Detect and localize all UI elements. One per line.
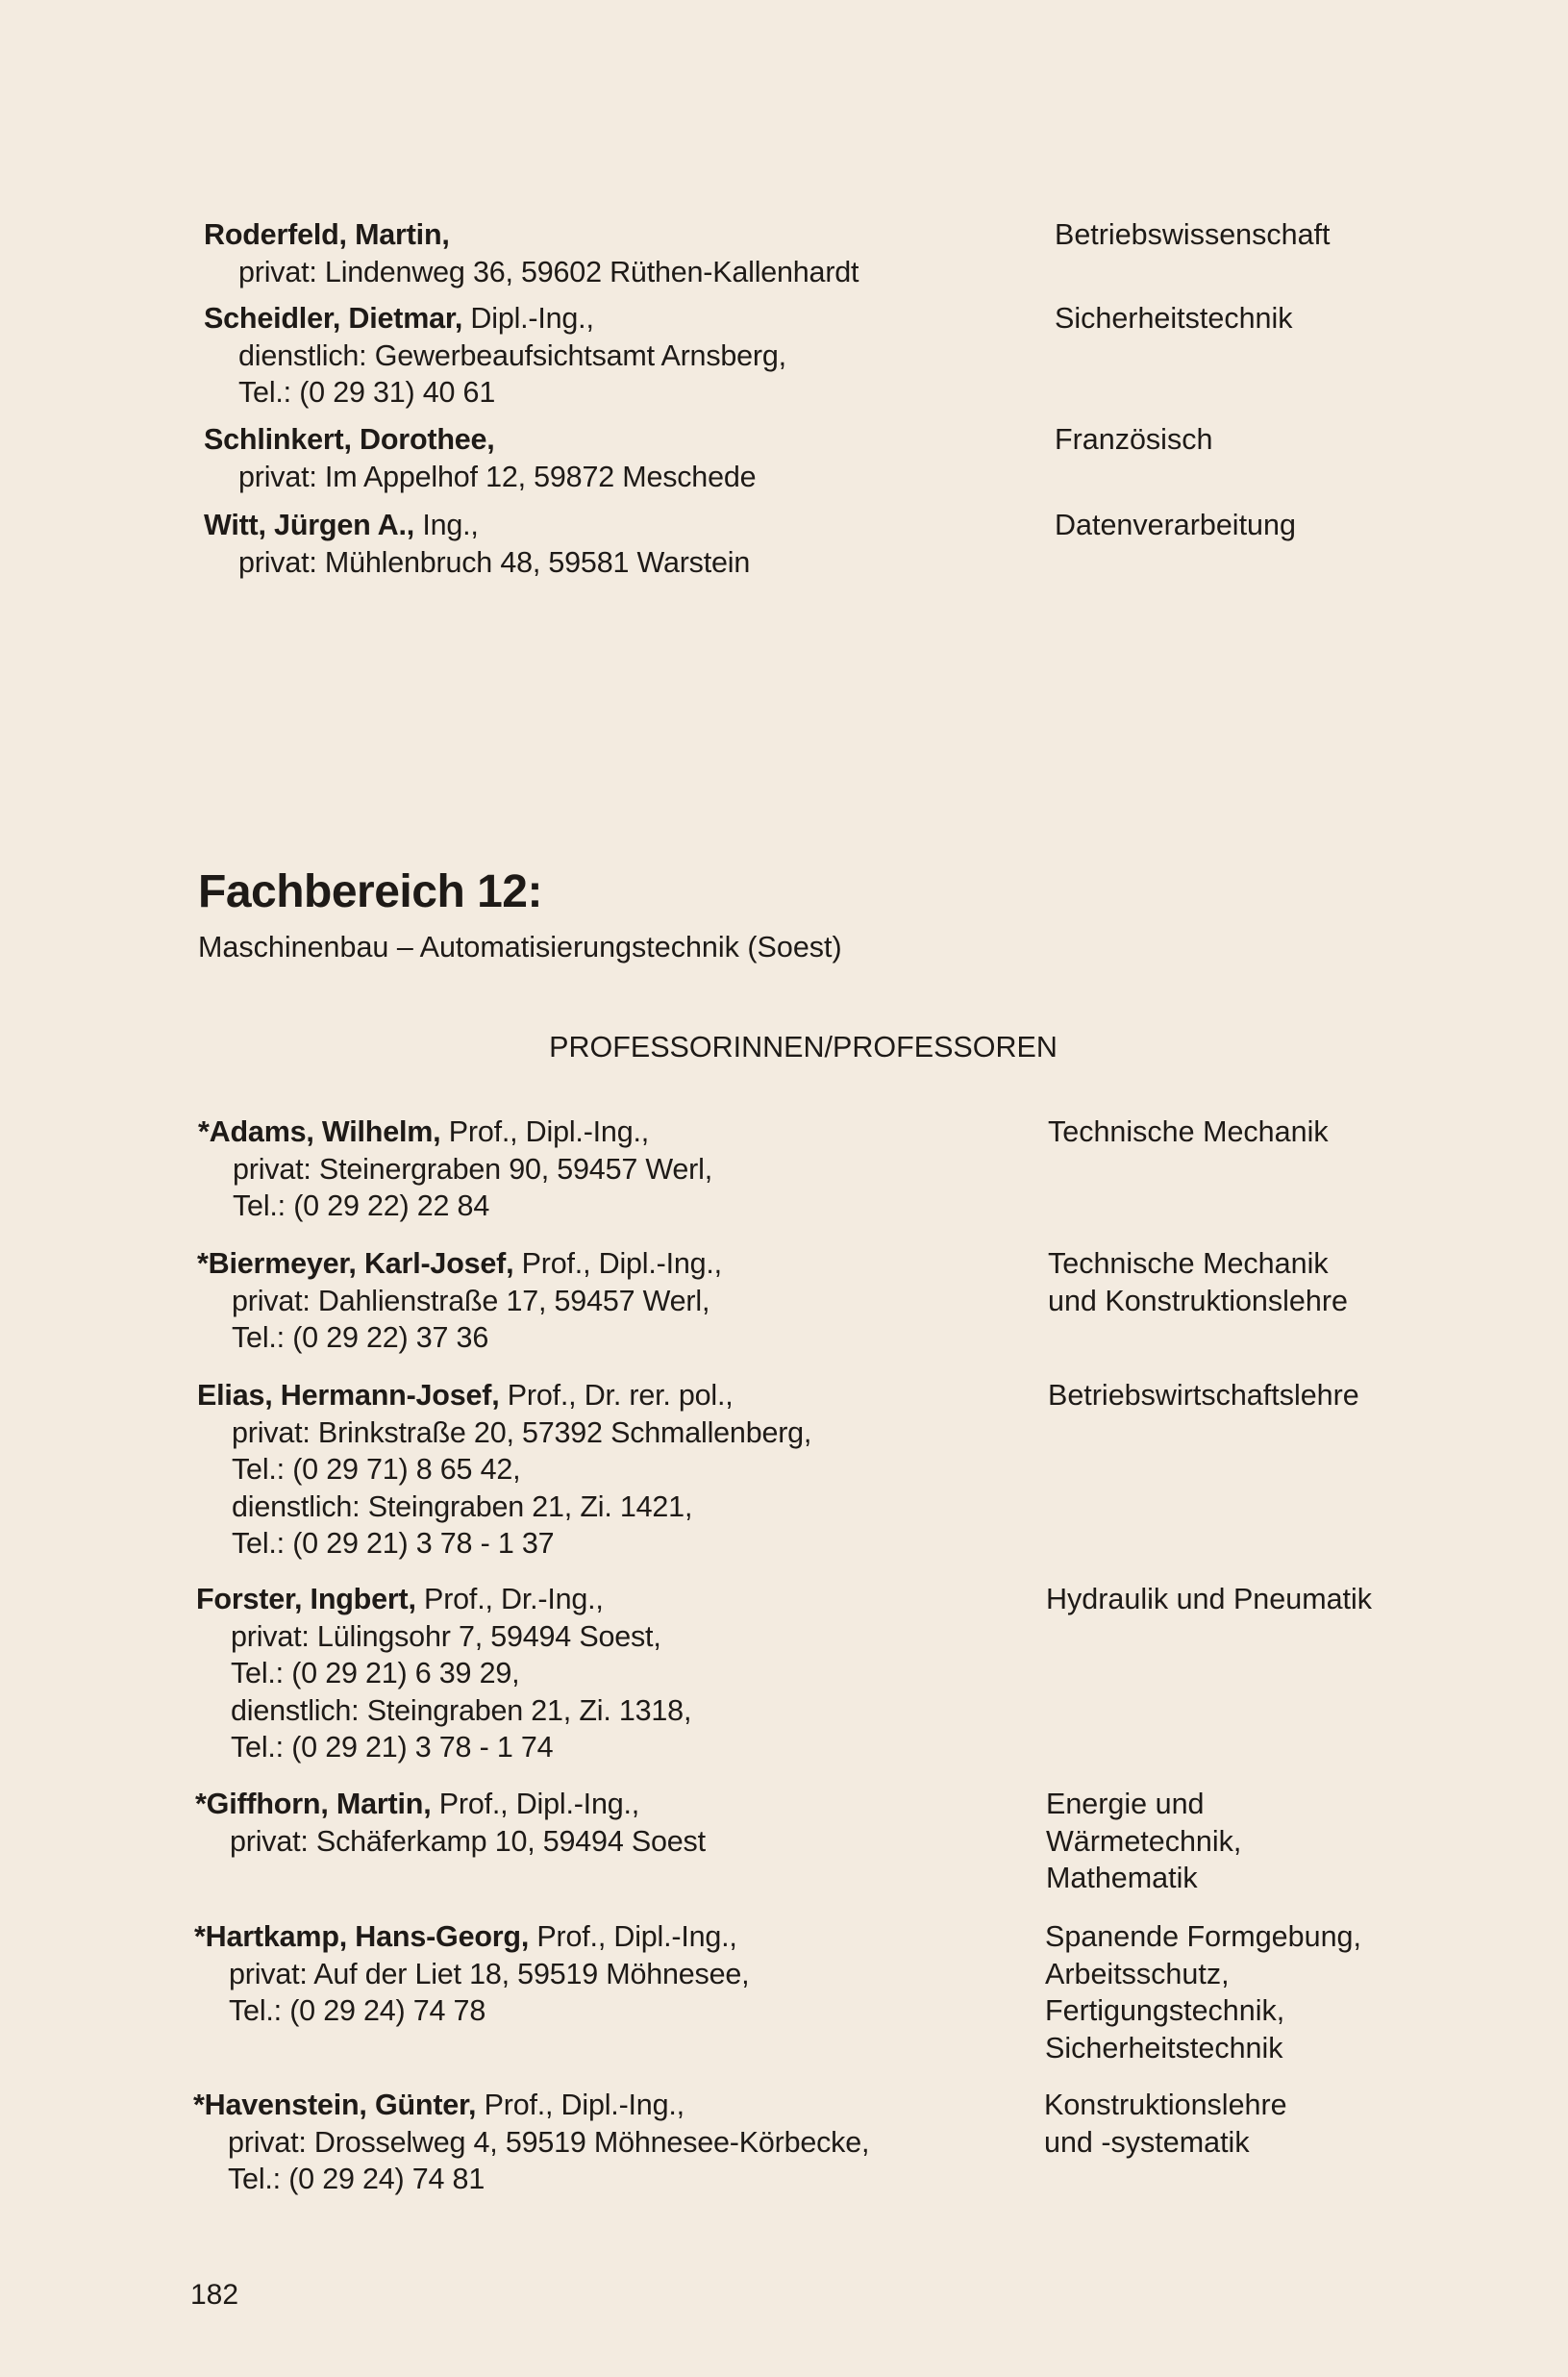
entry-subject: Wärmetechnik, bbox=[1046, 1824, 1242, 1858]
entry-name: Forster, Ingbert, bbox=[196, 1583, 416, 1615]
entry-name: Witt, Jürgen A., bbox=[204, 509, 415, 541]
entry-name: Scheidler, Dietmar, bbox=[204, 302, 463, 335]
entry-title: Dipl.-Ing., bbox=[462, 302, 594, 335]
entry-name: Schlinkert, Dorothee, bbox=[204, 423, 495, 456]
entry-detail: privat: Dahlienstraße 17, 59457 Werl, bbox=[232, 1284, 710, 1317]
entry-detail: privat: Brinkstraße 20, 57392 Schmallenberg, bbox=[232, 1415, 812, 1449]
entry-name: *Biermeyer, Karl-Josef, bbox=[197, 1247, 514, 1280]
entry-title: Prof., Dipl.-Ing., bbox=[440, 1115, 650, 1148]
entry-name: *Havenstein, Günter, bbox=[193, 2089, 477, 2121]
entry-name-line bbox=[197, 1245, 1062, 1283]
entry-detail: privat: Lindenweg 36, 59602 Rüthen-Kallenhardt bbox=[238, 255, 859, 288]
entry-name-line bbox=[197, 1377, 1062, 1414]
entry-name: *Adams, Wilhelm, bbox=[198, 1115, 441, 1148]
entry-subject: Mathematik bbox=[1046, 1862, 1198, 1894]
entry-subject: Betriebswirtschaftslehre bbox=[1048, 1379, 1359, 1412]
entry-title: Prof., Dipl.-Ing., bbox=[476, 2089, 684, 2121]
entry-name: Elias, Hermann-Josef, bbox=[197, 1379, 500, 1412]
page-number: 182 bbox=[190, 2279, 239, 2311]
entry-subject: und Konstruktionslehre bbox=[1048, 1284, 1348, 1317]
entry-name-line bbox=[198, 1113, 1063, 1151]
entry-title: Prof., Dipl.-Ing., bbox=[431, 1788, 640, 1820]
entry-detail: privat: Auf der Liet 18, 59519 Möhnesee, bbox=[229, 1957, 750, 1990]
entry-detail: privat: Lülingsohr 7, 59494 Soest, bbox=[231, 1619, 661, 1653]
entry-detail: Tel.: (0 29 22) 37 36 bbox=[232, 1321, 489, 1354]
entry-name-line bbox=[204, 300, 1069, 338]
entry-subject: Sicherheitstechnik bbox=[1045, 2031, 1283, 2064]
entry-detail: Tel.: (0 29 24) 74 78 bbox=[229, 1994, 486, 2027]
entry-subject: Technische Mechanik bbox=[1048, 1247, 1329, 1280]
entry-name-line bbox=[195, 1786, 1060, 1823]
entry-detail: Tel.: (0 29 24) 74 81 bbox=[228, 2163, 485, 2195]
entry-subject: Sicherheitstechnik bbox=[1055, 302, 1293, 335]
department-subheading: Maschinenbau – Automatisierungstechnik (Soest) bbox=[198, 931, 842, 963]
entry-subject: Hydraulik und Pneumatik bbox=[1046, 1583, 1373, 1615]
entry-subject: Arbeitsschutz, bbox=[1045, 1957, 1230, 1990]
entry-subject: und -systematik bbox=[1044, 2125, 1250, 2159]
entry-title: Prof., Dr.-Ing., bbox=[415, 1583, 604, 1615]
entry-detail: Tel.: (0 29 22) 22 84 bbox=[233, 1189, 490, 1222]
entry-detail: dienstlich: Gewerbeaufsichtsamt Arnsberg, bbox=[238, 338, 786, 372]
entry-subject: Energie und bbox=[1046, 1788, 1205, 1820]
entry-name: *Giffhorn, Martin, bbox=[195, 1788, 432, 1820]
department-heading: Fachbereich 12: bbox=[198, 866, 542, 917]
entry-subject: Fertigungstechnik, bbox=[1045, 1994, 1285, 2027]
entry-title: Ing., bbox=[414, 509, 479, 541]
entry-detail: Tel.: (0 29 21) 3 78 - 1 74 bbox=[231, 1731, 554, 1764]
entry-detail: privat: Schäferkamp 10, 59494 Soest bbox=[230, 1824, 706, 1858]
entry-name-line bbox=[204, 507, 1069, 544]
entry-detail: Tel.: (0 29 21) 3 78 - 1 37 bbox=[232, 1527, 555, 1560]
entry-subject: Betriebswissenschaft bbox=[1055, 218, 1331, 251]
entry-name-line bbox=[196, 1581, 1061, 1618]
entry-detail: Tel.: (0 29 71) 8 65 42, bbox=[232, 1453, 521, 1486]
entry-detail: Tel.: (0 29 31) 40 61 bbox=[238, 376, 496, 409]
entry-title: Prof., Dr. rer. pol., bbox=[499, 1379, 734, 1412]
entry-detail: dienstlich: Steingraben 21, Zi. 1318, bbox=[231, 1693, 692, 1727]
entry-subject: Technische Mechanik bbox=[1048, 1115, 1329, 1148]
entry-title: Prof., Dipl.-Ing., bbox=[513, 1247, 722, 1280]
entry-detail: dienstlich: Steingraben 21, Zi. 1421, bbox=[232, 1489, 693, 1523]
entry-name-line bbox=[204, 216, 1069, 254]
entry-detail: privat: Drosselweg 4, 59519 Möhnesee-Körbecke, bbox=[228, 2125, 870, 2159]
entry-name-line bbox=[194, 1918, 1059, 1956]
entry-subject: Französisch bbox=[1055, 423, 1213, 456]
section-title: PROFESSORINNEN/PROFESSOREN bbox=[549, 1031, 1058, 1063]
entry-detail: privat: Mühlenbruch 48, 59581 Warstein bbox=[238, 545, 751, 579]
entry-subject: Datenverarbeitung bbox=[1055, 509, 1296, 541]
entry-subject: Spanende Formgebung, bbox=[1045, 1920, 1361, 1953]
entry-detail: privat: Im Appelhof 12, 59872 Meschede bbox=[238, 460, 757, 493]
entry-detail: Tel.: (0 29 21) 6 39 29, bbox=[231, 1657, 520, 1689]
entry-name-line bbox=[204, 421, 1069, 459]
entry-name-line bbox=[193, 2087, 1058, 2124]
entry-detail: privat: Steinergraben 90, 59457 Werl, bbox=[233, 1152, 712, 1186]
entry-title: Prof., Dipl.-Ing., bbox=[529, 1920, 737, 1953]
entry-name: Roderfeld, Martin, bbox=[204, 218, 450, 251]
entry-name: *Hartkamp, Hans-Georg, bbox=[194, 1920, 530, 1953]
entry-subject: Konstruktionslehre bbox=[1044, 2089, 1287, 2121]
